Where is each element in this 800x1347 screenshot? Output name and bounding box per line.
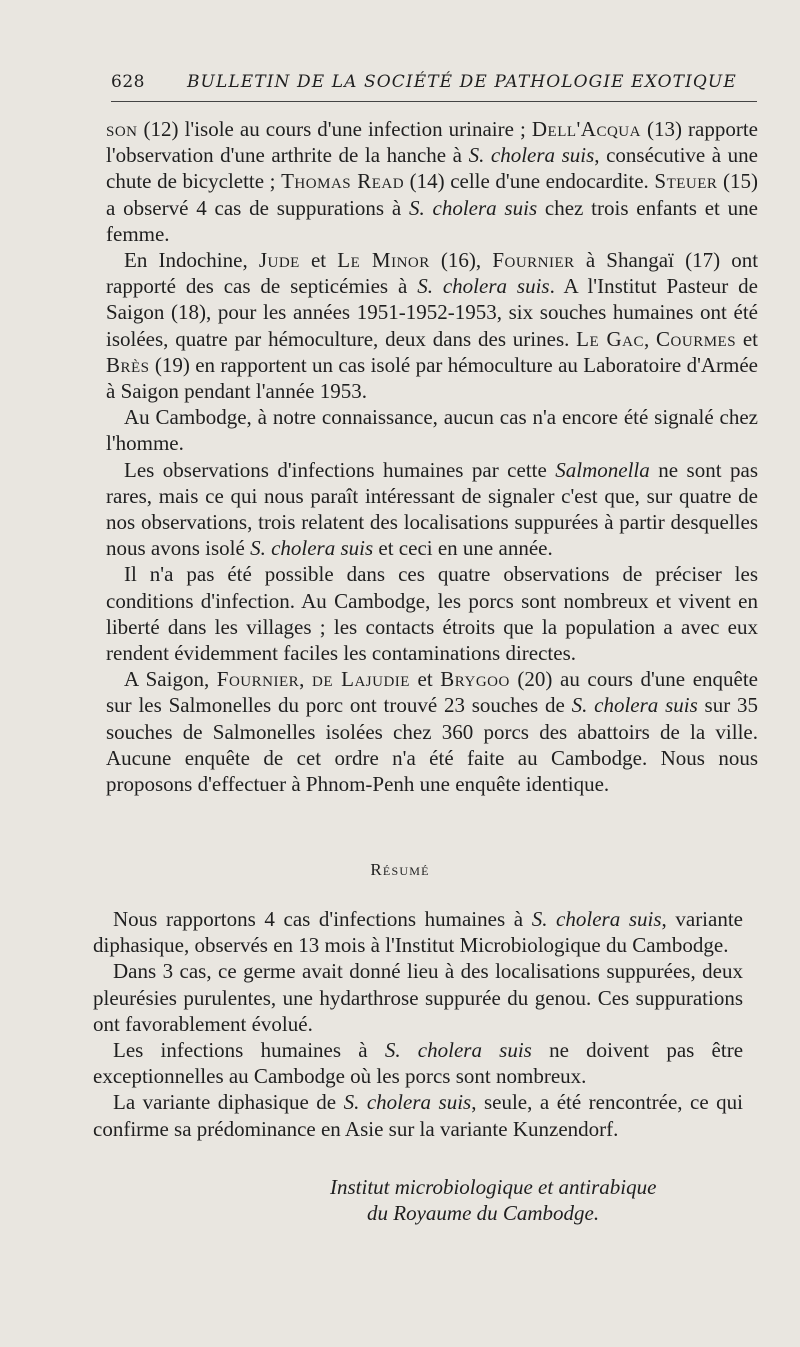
signature-line-2: du Royaume du Cambodge. bbox=[367, 1201, 600, 1226]
resume-paragraph-1: Nous rapportons 4 cas d'infections humaines à S. cholera suis, variante diphasique, observés en 13 mois à l'Institut Microbiologique du Cambodge. bbox=[93, 907, 743, 958]
running-title: BULLETIN DE LA SOCIÉTÉ DE PATHOLOGIE EXOTIQUE bbox=[186, 72, 737, 92]
page-number: 628 bbox=[111, 72, 145, 92]
paragraph-1: son (12) l'isole au cours d'une infection urinaire ; Dell'Acqua (13) rapporte l'observation d'une arthrite de la hanche à S. cholera suis, consécutive à une chute de bicyclette ; Thomas Read (14) celle d'une endocardite. Steuer (15) a observé 4 cas de suppurations à S. cholera suis chez trois enfants et une femme. bbox=[106, 117, 759, 246]
resume-heading: Résumé bbox=[370, 860, 430, 879]
article-body bbox=[106, 116, 758, 797]
paragraph-6: A Saigon, Fournier, de Lajudie et Brygoo (20) au cours d'une enquête sur les Salmonelles du porc ont trouvé 23 souches de S. cholera suis sur 35 souches de Salmonelles isolées chez 360 porcs des abattoirs de la ville. Aucune enquête de cet ordre n'a été faite au Cambodge. Nous nous proposons d'effectuer à Phnom-Penh une enquête identique. bbox=[106, 667, 759, 797]
running-header bbox=[111, 72, 757, 92]
paragraph-2: En Indochine, Jude et Le Minor (16), Fournier à Shangaï (17) ont rapporté des cas de septicémies à S. cholera suis. A l'Institut Pasteur de Saigon (18), pour les années 1951-1952-1953, six souches humaines ont été isolées, quatre par hémoculture, deux dans des urines. Le Gac, Courmes et Brès (19) en rapportent un cas isolé par hémoculture au Laboratoire d'Armée à Saigon pendant l'année 1953. bbox=[106, 248, 759, 404]
paragraph-5: Il n'a pas été possible dans ces quatre observations de préciser les conditions d'infection. Au Cambodge, les porcs sont nombreux et vivent en liberté dans les villages ; les contacts étroits que la population a avec eux rendent évidemment faciles les contaminations directes. bbox=[106, 562, 758, 666]
resume-section bbox=[93, 906, 743, 1142]
paragraph-4: Les observations d'infections humaines par cette Salmonella ne sont pas rares, mais ce qui nous paraît intéressant de signaler c'est que, sur quatre de nos observations, trois relatent des localisations suppurées à partir desquelles nous avons isolé S. cholera suis et ceci en une année. bbox=[106, 457, 758, 561]
header-rule bbox=[111, 101, 757, 102]
institution-signature bbox=[330, 1174, 656, 1226]
resume-paragraph-2: Dans 3 cas, ce germe avait donné lieu à des localisations suppurées, deux pleurésies purulentes, une hydarthrose suppurée du genou. Ces suppurations ont favorablement évolué. bbox=[93, 959, 743, 1036]
resume-paragraph-4: La variante diphasique de S. cholera suis, seule, a été rencontrée, ce qui confirme sa prédominance en Asie sur la variante Kunzendorf. bbox=[93, 1090, 744, 1141]
signature-line-1: Institut microbiologique et antirabique bbox=[330, 1175, 657, 1199]
resume-paragraph-3: Les infections humaines à S. cholera suis ne doivent pas être exceptionnelles au Cambodge où les porcs sont nombreux. bbox=[93, 1038, 744, 1089]
paragraph-3: Au Cambodge, à notre connaissance, aucun cas n'a encore été signalé chez l'homme. bbox=[106, 405, 758, 456]
